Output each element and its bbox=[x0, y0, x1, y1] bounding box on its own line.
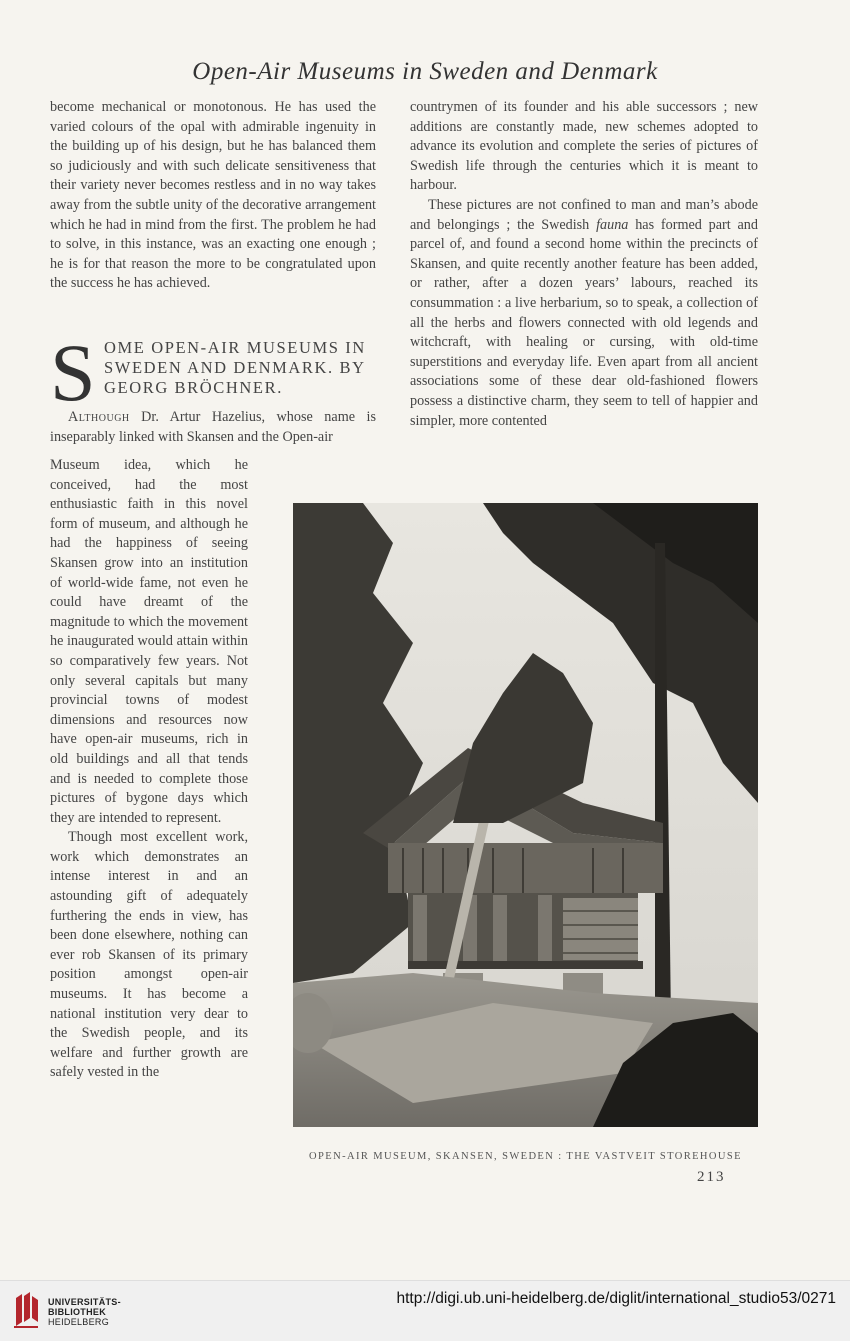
paragraph-fragment: These pictures are not confined to man and man’s abode and belongings ; the Swedish bbox=[410, 196, 758, 233]
article-opening bbox=[50, 408, 376, 447]
left-column-top-text bbox=[50, 98, 376, 294]
paragraph bbox=[410, 196, 758, 431]
logo-line: BIBLIOTHEK bbox=[48, 1307, 106, 1317]
logo-line: UNIVERSITÄTS- bbox=[48, 1297, 121, 1307]
source-url-link[interactable]: http://digi.ub.uni-heidelberg.de/diglit/international_studio53/0271 bbox=[396, 1290, 836, 1307]
footer-bar bbox=[0, 1280, 850, 1341]
drop-cap: S bbox=[50, 327, 96, 418]
photo-caption: OPEN-AIR MUSEUM, SKANSEN, SWEDEN : THE VASTVEIT STOREHOUSE bbox=[309, 1151, 742, 1162]
logo-line: HEIDELBERG bbox=[48, 1317, 110, 1327]
running-head: Open-Air Museums in Sweden and Denmark bbox=[192, 58, 658, 85]
italic-word: fauna bbox=[596, 216, 629, 233]
storehouse-photograph bbox=[293, 503, 758, 1127]
paragraph-fragment: Dr. Artur Hazelius, whose name is inseparably linked with Skansen and the Open-air bbox=[50, 409, 376, 445]
page-number: 213 bbox=[697, 1169, 726, 1185]
paragraph: countrymen of its founder and his able successors ; new additions are constantly made, new schemes adopted to advance its evolution and complete the series of pictures of Swedish life through the centuries which it is meant to harbour. bbox=[410, 99, 758, 194]
article-title: OME OPEN-AIR MUSEUMS IN SWEDEN AND DENMARK. BY GEORG BRÖCHNER. bbox=[104, 338, 366, 397]
paragraph: Though most excellent work, work which demonstrates an intense interest in and an astounding gift of adequately furthering the ends in view, has been done elsewhere, nothing can ever rob Skansen of its primary position amongst open-air museums. It has become a national institution very dear to the Swedish people, and its welfare and further growth are safely vested in the bbox=[50, 829, 248, 1081]
paragraph bbox=[50, 408, 376, 447]
library-logo-text bbox=[48, 1297, 121, 1327]
right-column-text bbox=[410, 98, 758, 431]
lead-word: Although bbox=[68, 409, 130, 425]
left-narrow-column bbox=[50, 456, 248, 1083]
paragraph: Museum idea, which he conceived, had the most enthusiastic faith in this novel form of museum, and although he had the happiness of seeing Skansen grow into an institution of world-wide fame, not even he could have dreamt of the magnitude to which the movement he inaugurated would attain within so comparatively few years. Not only several capitals but many provincial towns of modest dimensions and resources now have open-air museums, rich in old buildings and all that tends and is needed to complete those pictures of bygone days which they are intended to represent. bbox=[50, 457, 248, 826]
university-library-logo-icon bbox=[12, 1292, 40, 1330]
paragraph: become mechanical or monotonous. He has used the varied colours of the opal with admirable ingenuity in the building up of his design, but he has balanced them so judiciously and with such delicate sensitiveness that their variety never becomes restless and in no way takes away from the subtle unity of the decorative arrangement which he had in mind from the first. The problem he had to solve, in this instance, was an exacting one enough ; he is for that reason the more to be congratulated upon the success he has achieved. bbox=[50, 99, 376, 292]
paragraph-fragment: has formed part and parcel of, and found a second home within the precincts of Skansen, and quite recently another feature has been added, or rather, after a dozen years’ labours, reached its consummation : a live herbarium, so to speak, a collection of all the herbs and flowers connected with old legends and witchcraft, with healing or cursing, with old-time superstitions and everyday life. Even apart from all ancient associations some of these dear old-fashioned flowers possess a distinctive charm, they seem to tell of happier and simpler, more contented bbox=[410, 216, 758, 429]
